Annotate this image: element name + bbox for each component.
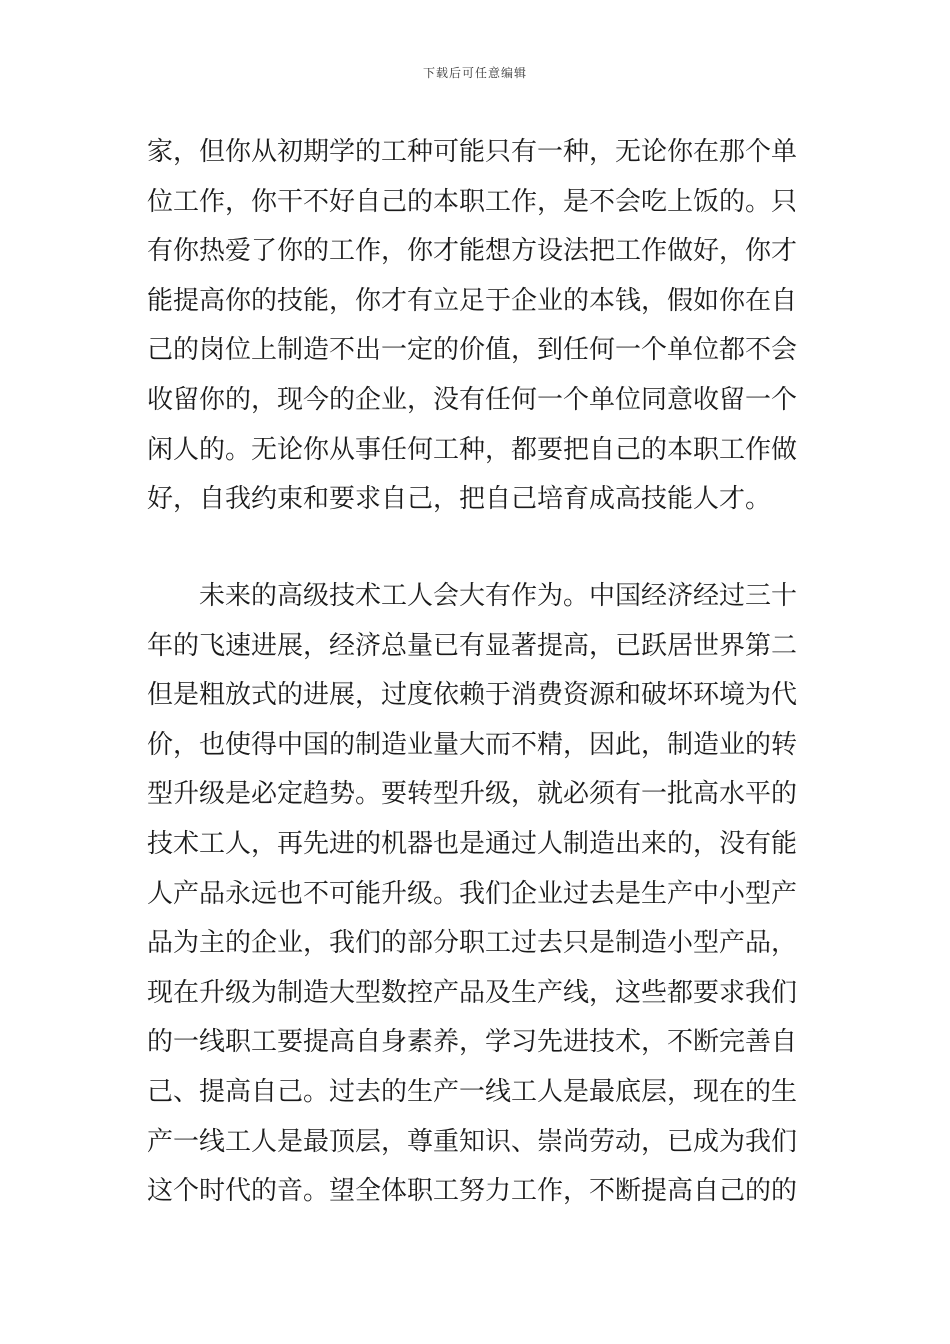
- text-line: 价，也使得中国的制造业量大而不精，因此，制造业的转: [147, 729, 798, 760]
- text-line: 型升级是必定趋势。要转型升级，就必须有一批高水平的: [147, 779, 798, 810]
- text-line: 位工作，你干不好自己的本职工作，是不会吃上饭的。只: [147, 186, 798, 217]
- text-line: 己、提高自己。过去的生产一线工人是最底层，现在的生: [147, 1076, 798, 1107]
- text-line: 能提高你的技能，你才有立足于企业的本钱，假如你在自: [147, 285, 798, 316]
- paragraph-2: [147, 572, 807, 1217]
- text-line: 人产品永远也不可能升级。我们企业过去是生产中小型产: [147, 878, 798, 909]
- text-line: 闲人的。无论你从事任何工种，都要把自己的本职工作做: [147, 434, 798, 465]
- text-line: 的一线职工要提高自身素养，学习先进技术，不断完善自: [147, 1027, 798, 1058]
- paragraph-1: [147, 128, 807, 525]
- text-line: 己的岗位上制造不出一定的价值，到任何一个单位都不会: [147, 335, 798, 366]
- text-line: 但是粗放式的进展，过度依赖于消费资源和破坏环境为代: [147, 680, 798, 711]
- text-line: 好，自我约束和要求自己，把自己培育成高技能人才。: [147, 484, 772, 515]
- text-line: 家，但你从初期学的工种可能只有一种，无论你在那个单: [147, 137, 798, 167]
- text-line: 未来的高级技术工人会大有作为。中国经济经过三十: [199, 581, 798, 611]
- text-line: 年的飞速进展，经济总量已有显著提高，已跃居世界第二: [147, 630, 798, 661]
- text-line: 品为主的企业，我们的部分职工过去只是制造小型产品，: [147, 928, 798, 959]
- text-line: 现在升级为制造大型数控产品及生产线，这些都要求我们: [147, 977, 798, 1008]
- text-line: 有你热爱了你的工作，你才能想方设法把工作做好，你才: [147, 236, 798, 267]
- text-line: 技术工人，再先进的机器也是通过人制造出来的，没有能: [147, 828, 798, 859]
- text-line: 这个时代的音。望全体职工努力工作，不断提高自己的的: [147, 1176, 798, 1207]
- text-line: 收留你的，现今的企业，没有任何一个单位同意收留一个: [147, 384, 798, 415]
- text-line: 产一线工人是最顶层，尊重知识、崇尚劳动，已成为我们: [147, 1126, 798, 1157]
- header-note: 下载后可任意编辑: [422, 66, 527, 80]
